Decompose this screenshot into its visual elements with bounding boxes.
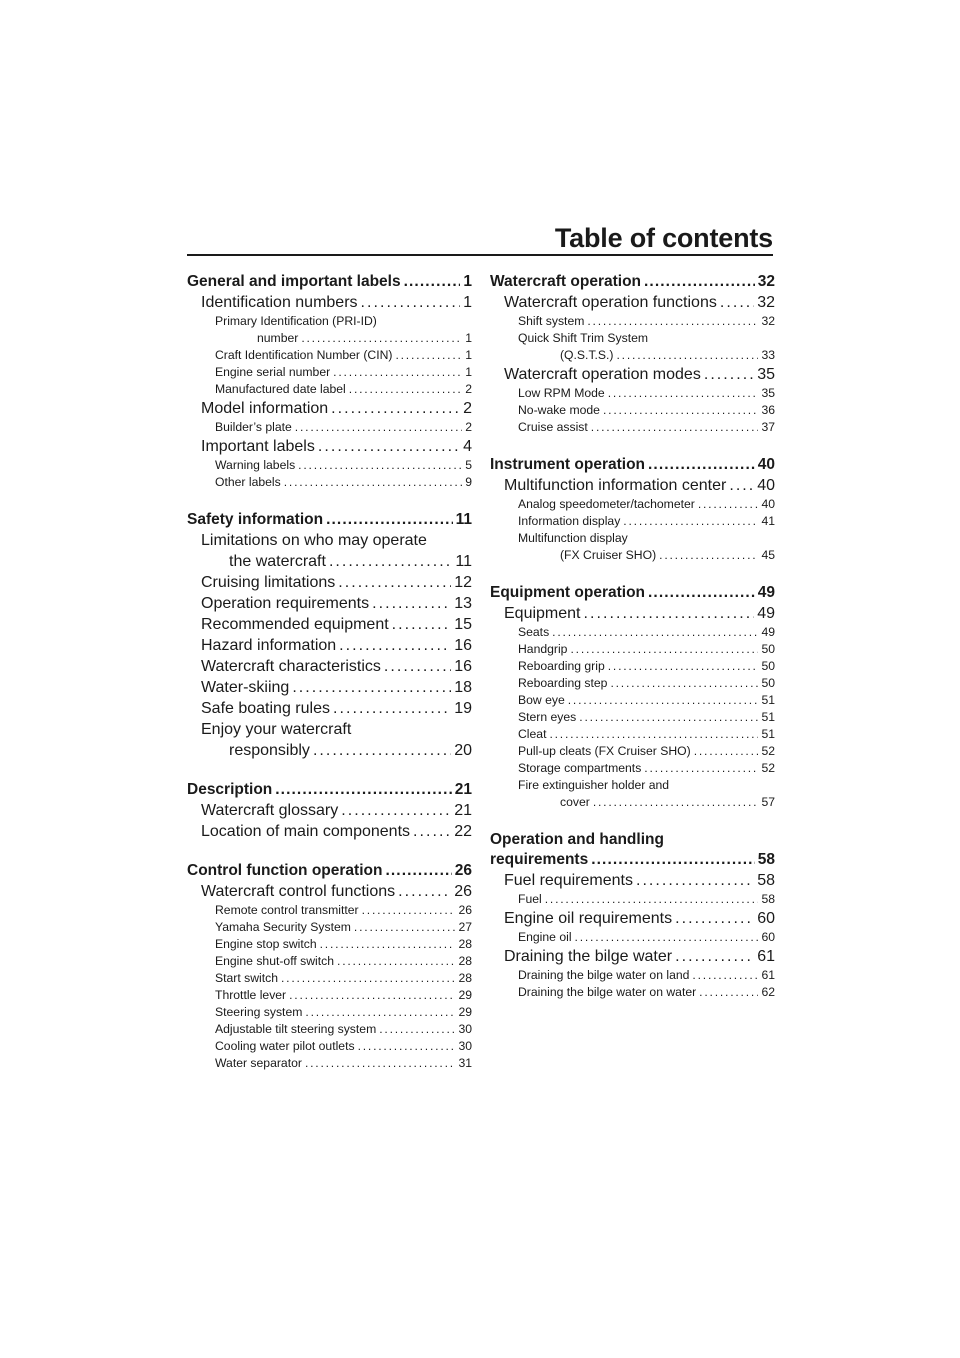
toc-page-number[interactable]: 51 <box>761 727 775 741</box>
dot-leader <box>305 1004 455 1021</box>
dot-leader <box>587 313 758 330</box>
toc-page-number[interactable]: 52 <box>761 761 775 775</box>
toc-entry[interactable] <box>490 364 775 385</box>
dot-leader <box>329 551 452 572</box>
toc-page-number[interactable]: 49 <box>761 625 775 639</box>
toc-entry[interactable] <box>187 1021 472 1038</box>
toc-page-number[interactable]: 32 <box>757 294 775 311</box>
dot-leader <box>704 364 754 385</box>
toc-entry-title: Handgrip <box>518 642 568 656</box>
dot-leader <box>552 624 758 641</box>
toc-entry-continuation: (FX Cruiser SHO) <box>560 548 657 562</box>
dot-leader <box>338 572 451 593</box>
toc-page-number[interactable]: 1 <box>465 365 472 379</box>
toc-page-number[interactable]: 2 <box>465 420 472 434</box>
toc-entry-title: Reboarding grip <box>518 659 605 673</box>
toc-entry-title: Storage compartments <box>518 761 642 775</box>
toc-entry-continuation: cover <box>560 795 590 809</box>
dot-leader <box>281 970 455 987</box>
toc-page-number[interactable]: 50 <box>761 659 775 673</box>
toc-entry-title: Multifunction display <box>518 531 628 545</box>
toc-page-number[interactable]: 21 <box>454 802 472 819</box>
toc-entry[interactable] <box>187 821 472 842</box>
dot-leader <box>384 656 451 677</box>
toc-entry[interactable] <box>187 614 472 635</box>
toc-page-number[interactable]: 9 <box>465 475 472 489</box>
toc-entry-title: Multifunction information center <box>504 477 727 494</box>
dot-leader <box>729 475 754 496</box>
dot-leader <box>333 698 451 719</box>
toc-entry-title: Throttle lever <box>215 988 287 1002</box>
toc-entry-continuation: (Q.S.T.S.) <box>560 348 614 362</box>
toc-entry[interactable] <box>187 436 472 457</box>
toc-page-number[interactable]: 16 <box>454 637 472 654</box>
toc-entry[interactable] <box>187 593 472 614</box>
toc-entry[interactable] <box>490 675 775 692</box>
toc-page-number[interactable]: 33 <box>761 348 775 362</box>
toc-entry[interactable] <box>490 908 775 929</box>
dot-leader <box>549 726 758 743</box>
toc-entry[interactable] <box>187 936 472 953</box>
toc-entry[interactable] <box>187 656 472 677</box>
toc-page-number[interactable]: 30 <box>458 1022 472 1036</box>
toc-entry[interactable] <box>490 513 775 530</box>
toc-entry[interactable] <box>187 800 472 821</box>
toc-entry[interactable] <box>187 347 472 364</box>
toc-entry[interactable] <box>187 902 472 919</box>
toc-entry-title: Cooling water pilot outlets <box>215 1039 355 1053</box>
dot-leader <box>608 658 759 675</box>
toc-entry[interactable] <box>187 953 472 970</box>
toc-page-number[interactable]: 19 <box>454 700 472 717</box>
dot-leader <box>305 1055 456 1072</box>
toc-entry-title: Adjustable tilt steering system <box>215 1022 377 1036</box>
toc-page-number[interactable]: 40 <box>757 456 775 473</box>
toc-entry-title: Location of main components <box>201 823 411 840</box>
toc-entry[interactable] <box>187 364 472 381</box>
dot-leader <box>623 513 758 530</box>
dot-leader <box>699 984 758 1001</box>
dot-leader <box>584 603 755 624</box>
toc-entry[interactable] <box>490 658 775 675</box>
dot-leader <box>608 385 759 402</box>
toc-page-number[interactable]: 1 <box>465 348 472 362</box>
toc-entry-title: Other labels <box>215 475 281 489</box>
dot-leader <box>292 677 451 698</box>
dot-leader <box>404 272 461 292</box>
toc-entry[interactable] <box>490 496 775 513</box>
dot-leader <box>648 455 755 475</box>
toc-entry[interactable] <box>187 698 472 719</box>
dot-leader <box>362 902 456 919</box>
dot-leader <box>610 675 758 692</box>
dot-leader <box>644 760 758 777</box>
dot-leader <box>694 743 759 760</box>
dot-leader <box>358 1038 456 1055</box>
toc-page-number[interactable]: 18 <box>454 679 472 696</box>
toc-entry[interactable] <box>187 919 472 936</box>
toc-entry[interactable] <box>187 970 472 987</box>
dot-leader <box>361 292 461 313</box>
dot-leader <box>591 419 759 436</box>
toc-page-number[interactable]: 31 <box>458 1056 472 1070</box>
toc-entry[interactable] <box>490 967 775 984</box>
toc-entry-title: Seats <box>518 625 550 639</box>
toc-entry-title: Safe boating rules <box>201 700 330 717</box>
toc-page-number[interactable]: 16 <box>454 658 472 675</box>
toc-entry[interactable] <box>490 760 775 777</box>
toc-page-number[interactable]: 37 <box>761 420 775 434</box>
toc-entry-continuation: requirements <box>490 851 589 868</box>
toc-entry-title: Model information <box>201 400 329 417</box>
toc-entry-title: Start switch <box>215 971 278 985</box>
toc-entry-title: Builder’s plate <box>215 420 292 434</box>
toc-entry[interactable] <box>490 475 775 496</box>
dot-leader <box>295 419 462 436</box>
toc-entry[interactable] <box>490 692 775 709</box>
toc-entry[interactable] <box>187 635 472 656</box>
toc-page-number[interactable]: 61 <box>757 948 775 965</box>
dot-leader <box>413 821 451 842</box>
dot-leader <box>593 794 759 811</box>
toc-page-number[interactable]: 28 <box>458 937 472 951</box>
toc-entry-title: Reboarding step <box>518 676 608 690</box>
toc-page-number[interactable]: 49 <box>757 584 775 601</box>
toc-page-number[interactable]: 58 <box>761 892 775 906</box>
toc-entry[interactable] <box>187 987 472 1004</box>
dot-leader <box>331 398 460 419</box>
toc-page-number[interactable]: 15 <box>454 616 472 633</box>
dot-leader <box>385 861 451 881</box>
toc-entry[interactable] <box>490 272 775 292</box>
dot-leader <box>644 272 755 292</box>
dot-leader <box>617 347 759 364</box>
toc-page-number[interactable]: 20 <box>454 742 472 759</box>
toc-entry-line <box>201 551 472 572</box>
toc-page-number[interactable]: 36 <box>761 403 775 417</box>
toc-page-number[interactable]: 28 <box>458 954 472 968</box>
toc-page-number[interactable]: 45 <box>761 548 775 562</box>
dot-leader <box>545 891 759 908</box>
toc-entry[interactable] <box>490 743 775 760</box>
dot-leader <box>636 870 754 891</box>
toc-entry-title: Important labels <box>201 438 315 455</box>
toc-entry-title: Information display <box>518 514 621 528</box>
dot-leader <box>284 474 463 491</box>
toc-page-number[interactable]: 2 <box>465 382 472 396</box>
toc-page-number[interactable]: 21 <box>454 781 472 798</box>
dot-leader <box>659 547 758 564</box>
dot-leader <box>379 1021 455 1038</box>
toc-page-number[interactable]: 40 <box>757 477 775 494</box>
dot-leader <box>591 850 755 870</box>
toc-entry[interactable] <box>490 455 775 475</box>
dot-leader <box>675 908 754 929</box>
toc-page-number[interactable]: 12 <box>454 574 472 591</box>
dot-leader <box>333 364 462 381</box>
toc-page-number[interactable]: 41 <box>761 514 775 528</box>
toc-entry-title: Cruising limitations <box>201 574 336 591</box>
toc-page-number[interactable]: 49 <box>757 605 775 622</box>
toc-column-right <box>490 272 775 1001</box>
toc-entry-title: Watercraft operation modes <box>504 366 701 383</box>
toc-entry[interactable] <box>187 677 472 698</box>
toc-entry-line <box>490 850 775 870</box>
toc-entry-line <box>201 740 472 761</box>
dot-leader <box>398 881 451 902</box>
toc-entry-title: Operation and handling <box>490 831 664 848</box>
dot-leader <box>575 929 759 946</box>
toc-entry-title: Low RPM Mode <box>518 386 605 400</box>
toc-entry-title: Limitations on who may operate <box>201 532 427 549</box>
toc-entry-title: Identification numbers <box>201 294 358 311</box>
toc-entry[interactable] <box>187 398 472 419</box>
dot-leader <box>579 709 758 726</box>
dot-leader <box>337 953 455 970</box>
toc-entry[interactable] <box>187 861 472 881</box>
toc-entry[interactable] <box>490 385 775 402</box>
title-divider <box>187 254 773 256</box>
toc-entry[interactable] <box>187 292 472 313</box>
toc-entry-title: Equipment operation <box>490 584 645 601</box>
toc-page-number[interactable]: 29 <box>458 1005 472 1019</box>
dot-leader <box>326 510 453 530</box>
toc-entry-title: Steering system <box>215 1005 303 1019</box>
toc-entry-title: Analog speedometer/tachometer <box>518 497 695 511</box>
toc-entry-title: Manufactured date label <box>215 382 346 396</box>
dot-leader <box>698 496 759 513</box>
toc-entry-title: Watercraft operation functions <box>504 294 717 311</box>
toc-entry[interactable] <box>490 292 775 313</box>
page-title: Table of contents <box>554 223 773 253</box>
toc-entry-title: Hazard information <box>201 637 337 654</box>
toc-page-number[interactable]: 26 <box>454 883 472 900</box>
toc-entry[interactable] <box>187 1004 472 1021</box>
toc-page-number[interactable]: 11 <box>455 511 472 528</box>
toc-page-number[interactable]: 28 <box>458 971 472 985</box>
toc-page-number[interactable]: 26 <box>454 862 472 879</box>
dot-leader <box>320 936 456 953</box>
toc-entry[interactable] <box>187 881 472 902</box>
toc-entry-title: Fuel <box>518 892 542 906</box>
dot-leader <box>298 457 462 474</box>
toc-entry[interactable] <box>490 530 775 564</box>
toc-page-number[interactable]: 32 <box>757 273 775 290</box>
toc-entry-title: Description <box>187 781 273 798</box>
toc-entry[interactable] <box>187 419 472 436</box>
toc-page-number[interactable]: 50 <box>761 676 775 690</box>
dot-leader <box>354 919 456 936</box>
toc-entry-title: Watercraft operation <box>490 273 642 290</box>
toc-entry[interactable] <box>490 870 775 891</box>
dot-leader <box>675 946 754 967</box>
toc-entry[interactable] <box>187 474 472 491</box>
toc-entry[interactable] <box>187 313 472 347</box>
dot-leader <box>318 436 460 457</box>
toc-entry-title: Fire extinguisher holder and <box>518 778 670 792</box>
dot-leader <box>349 381 462 398</box>
toc-entry-title: Stern eyes <box>518 710 577 724</box>
toc-entry-title: Cleat <box>518 727 547 741</box>
toc-page-number[interactable]: 62 <box>761 985 775 999</box>
toc-entry[interactable] <box>187 719 472 761</box>
toc-entry[interactable] <box>187 272 472 292</box>
toc-page-number[interactable]: 1 <box>465 331 472 345</box>
dot-leader <box>301 330 462 347</box>
toc-entry[interactable] <box>187 530 472 572</box>
toc-entry-title: Remote control transmitter <box>215 903 359 917</box>
toc-entry-title: Engine stop switch <box>215 937 317 951</box>
toc-entry-title: Enjoy your watercraft <box>201 721 352 738</box>
toc-entry-title: Fuel requirements <box>504 872 633 889</box>
toc-page-number[interactable]: 2 <box>463 400 472 417</box>
toc-entry-continuation: responsibly <box>229 742 310 759</box>
dot-leader <box>275 780 451 800</box>
toc-entry-title: Primary Identification (PRI-ID) <box>215 314 377 328</box>
toc-page-number[interactable]: 58 <box>757 851 775 868</box>
toc-entry-title: Watercraft control functions <box>201 883 396 900</box>
toc-entry[interactable] <box>490 709 775 726</box>
toc-entry-title: Engine oil <box>518 930 572 944</box>
toc-page-number[interactable]: 51 <box>761 710 775 724</box>
toc-entry-title: Shift system <box>518 314 585 328</box>
toc-page-number[interactable]: 5 <box>465 458 472 472</box>
toc-entry-title: Instrument operation <box>490 456 646 473</box>
toc-page-number[interactable]: 40 <box>761 497 775 511</box>
toc-entry[interactable] <box>490 777 775 811</box>
toc-entry[interactable] <box>490 624 775 641</box>
toc-entry-title: Draining the bilge water on land <box>518 968 690 982</box>
toc-entry-title: Safety information <box>187 511 324 528</box>
toc-page-number[interactable]: 32 <box>761 314 775 328</box>
toc-page-number[interactable]: 26 <box>458 903 472 917</box>
toc-page-number[interactable]: 35 <box>761 386 775 400</box>
toc-entry[interactable] <box>187 457 472 474</box>
toc-entry-title: Equipment <box>504 605 581 622</box>
toc-entry-title: Control function operation <box>187 862 383 879</box>
toc-entry[interactable] <box>187 780 472 800</box>
toc-entry[interactable] <box>187 572 472 593</box>
toc-page-number[interactable]: 13 <box>454 595 472 612</box>
toc-entry-title: Recommended equipment <box>201 616 389 633</box>
toc-page-number[interactable]: 1 <box>463 273 472 290</box>
toc-entry-title: Cruise assist <box>518 420 588 434</box>
dot-leader <box>341 800 451 821</box>
dot-leader <box>648 583 755 603</box>
toc-page-number[interactable]: 58 <box>757 872 775 889</box>
toc-entry[interactable] <box>490 419 775 436</box>
toc-entry-title: Operation requirements <box>201 595 370 612</box>
dot-leader <box>372 593 451 614</box>
toc-page-number[interactable]: 4 <box>463 438 472 455</box>
toc-entry-title: Water separator <box>215 1056 302 1070</box>
toc-entry-title: Engine serial number <box>215 365 331 379</box>
toc-entry-title: General and important labels <box>187 273 401 290</box>
toc-entry-line <box>518 547 775 564</box>
dot-leader <box>392 614 452 635</box>
toc-page-number[interactable]: 30 <box>458 1039 472 1053</box>
toc-page-number[interactable]: 11 <box>455 553 472 570</box>
toc-page-number[interactable]: 22 <box>454 823 472 840</box>
toc-page-number[interactable]: 27 <box>458 920 472 934</box>
toc-page-number[interactable]: 52 <box>761 744 775 758</box>
toc-entry-title: Pull-up cleats (FX Cruiser SHO) <box>518 744 691 758</box>
toc-entry-title: Draining the bilge water <box>504 948 673 965</box>
toc-page-number[interactable]: 1 <box>463 294 472 311</box>
dot-leader <box>570 641 758 658</box>
dot-leader <box>568 692 759 709</box>
toc-entry-title: Draining the bilge water on water <box>518 985 697 999</box>
toc-entry[interactable] <box>490 583 775 603</box>
toc-entry[interactable] <box>490 641 775 658</box>
toc-entry[interactable] <box>187 1055 472 1072</box>
toc-entry-continuation: the watercraft <box>229 553 326 570</box>
toc-entry-title: Yamaha Security System <box>215 920 351 934</box>
toc-entry-line <box>215 330 472 347</box>
toc-page-number[interactable]: 57 <box>761 795 775 809</box>
toc-entry-title: Watercraft glossary <box>201 802 339 819</box>
toc-entry-title: Watercraft characteristics <box>201 658 381 675</box>
toc-entry-title: Water-skiing <box>201 679 290 696</box>
toc-entry[interactable] <box>490 330 775 364</box>
toc-entry-title: Engine oil requirements <box>504 910 673 927</box>
dot-leader <box>339 635 451 656</box>
toc-entry-title: Craft Identification Number (CIN) <box>215 348 393 362</box>
toc-entry[interactable] <box>490 984 775 1001</box>
toc-entry[interactable] <box>490 402 775 419</box>
toc-entry[interactable] <box>490 603 775 624</box>
toc-entry[interactable] <box>490 726 775 743</box>
toc-page-number[interactable]: 60 <box>761 930 775 944</box>
toc-entry-title: Warning labels <box>215 458 296 472</box>
toc-entry[interactable] <box>490 830 775 870</box>
toc-entry[interactable] <box>490 891 775 908</box>
toc-page-number[interactable]: 35 <box>757 366 775 383</box>
toc-page-number[interactable]: 60 <box>757 910 775 927</box>
toc-entry[interactable] <box>490 313 775 330</box>
toc-entry[interactable] <box>187 510 472 530</box>
toc-entry[interactable] <box>187 381 472 398</box>
toc-entry[interactable] <box>490 946 775 967</box>
toc-entry[interactable] <box>187 1038 472 1055</box>
dot-leader <box>720 292 754 313</box>
toc-page-number[interactable]: 61 <box>761 968 775 982</box>
toc-entry-title: Quick Shift Trim System <box>518 331 649 345</box>
toc-entry-line <box>518 794 775 811</box>
toc-column-left <box>187 272 472 1072</box>
toc-entry-continuation: number <box>257 331 299 345</box>
dot-leader <box>603 402 758 419</box>
dot-leader <box>395 347 462 364</box>
toc-entry-title: Bow eye <box>518 693 565 707</box>
toc-entry-title: Engine shut-off switch <box>215 954 335 968</box>
toc-page-number[interactable]: 50 <box>761 642 775 656</box>
dot-leader <box>692 967 758 984</box>
dot-leader <box>289 987 455 1004</box>
toc-page-number[interactable]: 51 <box>761 693 775 707</box>
toc-entry[interactable] <box>490 929 775 946</box>
toc-entry-line <box>518 347 775 364</box>
dot-leader <box>313 740 451 761</box>
toc-page-number[interactable]: 29 <box>458 988 472 1002</box>
toc-entry-title: No-wake mode <box>518 403 600 417</box>
